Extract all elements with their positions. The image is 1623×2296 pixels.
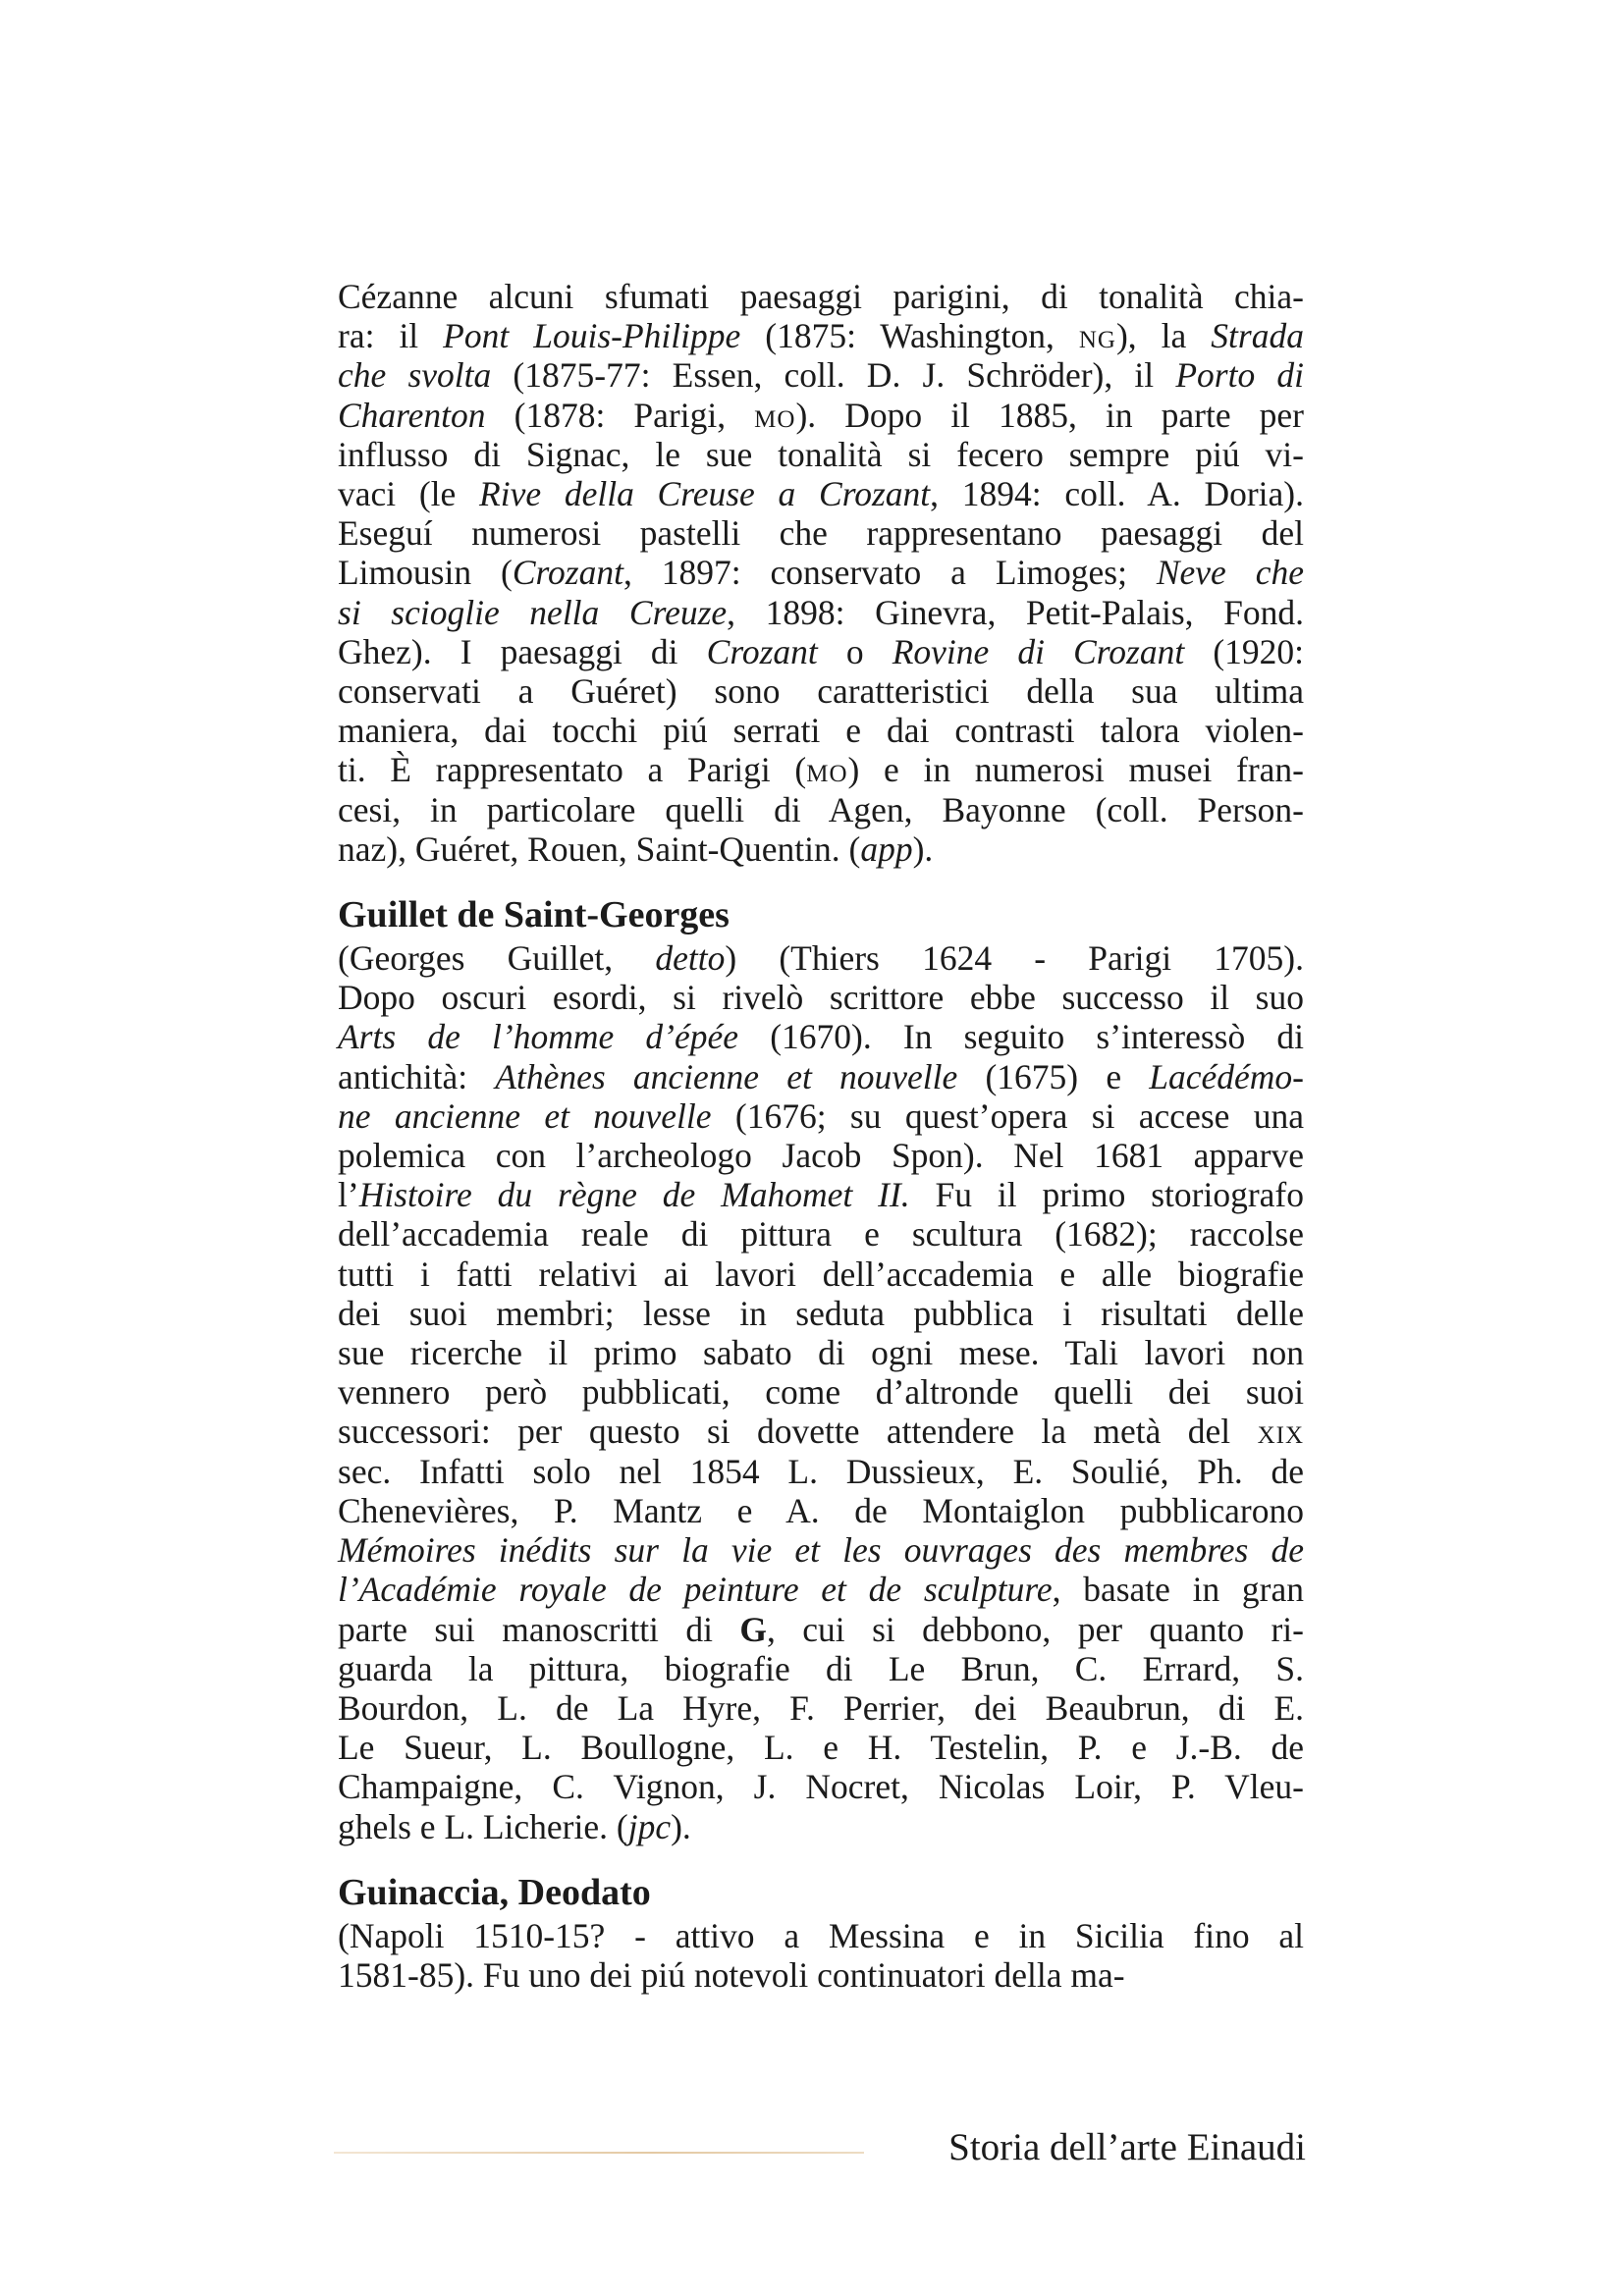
text-line [338, 474, 1304, 513]
text-line [338, 1294, 1304, 1333]
text-run: (1878: Parigi, [485, 395, 755, 435]
text-line [338, 1017, 1304, 1056]
text-run: Champaigne, C. Vignon, J. Nocret, Nicolas Loir, P. Vleu- [338, 1767, 1304, 1807]
footer-rule [334, 2152, 864, 2154]
text-run: ra: il [338, 316, 444, 356]
text-line [338, 1096, 1304, 1136]
text-line [338, 750, 1304, 789]
text-line [338, 671, 1304, 711]
text-run: naz), Guéret, Rouen, Saint-Quentin. ( [338, 828, 861, 869]
text-run: ghels e L. Licherie. ( [338, 1806, 628, 1846]
text-run: sue ricerche il primo sabato di ogni mese. Tali lavori non [338, 1333, 1304, 1373]
text-run: influsso di Signac, le sue tonalità si fecero sempre piú vi- [338, 434, 1304, 474]
italic-text: che svolta [338, 355, 492, 396]
italic-text: Crozant [512, 553, 623, 593]
text-run: antichità: [338, 1056, 496, 1096]
text-line [338, 316, 1304, 355]
italic-text: Rovine di Crozant [892, 631, 1185, 671]
small-caps-text: mo [754, 395, 796, 435]
text-run: dell’accademia reale di pittura e scultura (1682); raccolse [338, 1214, 1304, 1255]
text-line [338, 277, 1304, 316]
text-run: vennero però pubblicati, come d’altronde quelli dei suoi [338, 1372, 1304, 1413]
text-run: (1675) e [957, 1056, 1150, 1096]
text-run: 1581-85). Fu uno dei piú notevoli continuatori della ma- [338, 1954, 1125, 1995]
page-footer [334, 2124, 1306, 2173]
italic-text: Pont Louis-Philippe [443, 316, 741, 356]
text-line [338, 1255, 1304, 1294]
text-run: Bourdon, L. de La Hyre, F. Perrier, dei Beaubrun, di E. [338, 1687, 1304, 1728]
entry-heading: Guinaccia, Deodato [338, 1871, 651, 1913]
text-run: successori: per questo si dovette attendere la metà del [338, 1412, 1258, 1452]
italic-text: Crozant [706, 631, 818, 671]
italic-text: Athènes ancienne et nouvelle [495, 1056, 958, 1096]
text-run: parte sui manoscritti di [338, 1609, 740, 1649]
italic-text: Histoire du règne de Mahomet II. [358, 1175, 910, 1215]
text-run: Fu il primo storiografo [909, 1175, 1304, 1215]
entry-heading: Guillet de Saint-Georges [338, 894, 730, 936]
text-run: , 1894: coll. A. Doria). [930, 474, 1304, 514]
text-run: tutti i fatti relativi ai lavori dell’accademia e alle biografie [338, 1254, 1304, 1294]
text-run: cesi, in particolare quelli di Agen, Bayonne (coll. Person- [338, 789, 1304, 829]
text-line [338, 1214, 1304, 1254]
text-line [338, 711, 1304, 750]
italic-text: si scioglie nella Creuze [338, 592, 728, 632]
text-line [338, 1649, 1304, 1688]
italic-text: Charenton [338, 395, 486, 435]
text-line [338, 1610, 1304, 1649]
text-run: , basate in gran [1052, 1570, 1305, 1610]
text-run: polemica con l’archeologo Jacob Spon). Nel 1681 apparve [338, 1136, 1304, 1176]
text-line [338, 829, 1304, 869]
text-run: ). [912, 828, 934, 869]
text-line [338, 790, 1304, 829]
text-run: Ghez). I paesaggi di [338, 631, 707, 671]
text-line [338, 1955, 1304, 1995]
text-line [338, 1916, 1304, 1955]
text-run: (1676; su quest’opera si accese una [711, 1095, 1304, 1136]
text-line [338, 513, 1304, 553]
text-run: o [817, 631, 893, 671]
text-run: vaci (le [338, 474, 480, 514]
text-line [338, 1452, 1304, 1491]
text-line [338, 1570, 1304, 1609]
text-line [338, 1530, 1304, 1570]
text-run: ). Dopo il 1885, in parte per [795, 395, 1305, 435]
text-run: guarda la pittura, biografie di Le Brun, C. Errard, S. [338, 1648, 1304, 1688]
text-line [338, 1372, 1304, 1412]
text-line [338, 553, 1304, 592]
small-caps-text: mo [806, 750, 848, 790]
text-run: Eseguí numerosi pastelli che rappresentano paesaggi del [338, 513, 1304, 554]
italic-text: Lacédémo- [1149, 1056, 1305, 1096]
text-line [338, 1688, 1304, 1728]
text-line [338, 978, 1304, 1017]
text-run: conservati a Guéret) sono caratteristici della sua ultima [338, 671, 1304, 712]
text-run: (1875-77: Essen, coll. D. J. Schröder), il [491, 355, 1176, 396]
article-body [338, 277, 1304, 1995]
text-line [338, 1807, 1304, 1846]
text-run: maniera, dai tocchi piú serrati e dai contrasti talora violen- [338, 711, 1304, 751]
text-run: ti. È rappresentato a Parigi ( [338, 750, 807, 790]
text-line [338, 1728, 1304, 1767]
text-line [338, 1175, 1304, 1214]
text-line [338, 1136, 1304, 1175]
small-caps-text: ng [1078, 316, 1116, 356]
italic-text: l’Académie royale de peinture et de sculpture [338, 1570, 1053, 1610]
text-run: Limousin ( [338, 553, 513, 593]
italic-text: Strada [1211, 316, 1304, 356]
text-run: (1670). In seguito s’interessò di [738, 1017, 1304, 1057]
text-run: (1875: Washington, [740, 316, 1079, 356]
text-run: (1920: [1184, 631, 1305, 671]
small-caps-text: xix [1257, 1412, 1304, 1452]
italic-text: app [860, 828, 913, 869]
text-run: (Napoli 1510-15? - attivo a Messina e in Sicilia fino al [338, 1915, 1304, 1955]
italic-text: Porto di [1175, 355, 1304, 396]
text-run: Le Sueur, L. Boullogne, L. e H. Testelin, P. e J.-B. de [338, 1728, 1304, 1768]
text-run: , 1898: Ginevra, Petit-Palais, Fond. [727, 592, 1304, 632]
text-run: ) e in numerosi musei fran- [847, 750, 1304, 790]
text-run: ). [671, 1806, 691, 1846]
text-run: ) (Thiers 1624 - Parigi 1705). [725, 938, 1304, 979]
text-line [338, 1333, 1304, 1372]
text-run: sec. Infatti solo nel 1854 L. Dussieux, E. Soulié, Ph. de [338, 1451, 1304, 1491]
text-line [338, 632, 1304, 671]
italic-text: Arts de l’homme d’épée [338, 1017, 739, 1057]
text-line [338, 1767, 1304, 1806]
text-line [338, 355, 1304, 395]
italic-text: jpc [627, 1806, 672, 1846]
footer-title: Storia dell’arte Einaudi [948, 2126, 1306, 2168]
text-line [338, 938, 1304, 978]
text-line [338, 1412, 1304, 1451]
bold-text: G [739, 1609, 767, 1649]
text-run: (Georges Guillet, [338, 938, 656, 979]
text-run: Chenevières, P. Mantz e A. de Montaiglon pubblicarono [338, 1490, 1304, 1530]
text-line [338, 435, 1304, 474]
text-line [338, 1491, 1304, 1530]
italic-text: Mémoires inédits sur la vie et les ouvrages des membres de [338, 1530, 1304, 1571]
text-run: Dopo oscuri esordi, si rivelò scrittore ebbe successo il suo [338, 978, 1304, 1018]
italic-text: detto [655, 938, 726, 979]
text-run: dei suoi membri; lesse in seduta pubblica i risultati delle [338, 1293, 1304, 1333]
italic-text: Rive della Creuse a Crozant [479, 474, 931, 514]
italic-text: Neve che [1156, 553, 1304, 593]
text-line [338, 1057, 1304, 1096]
text-run: Cézanne alcuni sfumati paesaggi parigini, di tonalità chia- [338, 277, 1304, 316]
text-run: ), la [1115, 316, 1212, 356]
text-run: l’ [338, 1175, 359, 1215]
text-run: , 1897: conservato a Limoges; [622, 553, 1157, 593]
text-run: , cui si debbono, per quanto ri- [767, 1609, 1304, 1649]
text-line [338, 396, 1304, 435]
italic-text: ne ancienne et nouvelle [338, 1095, 712, 1136]
text-line [338, 593, 1304, 632]
